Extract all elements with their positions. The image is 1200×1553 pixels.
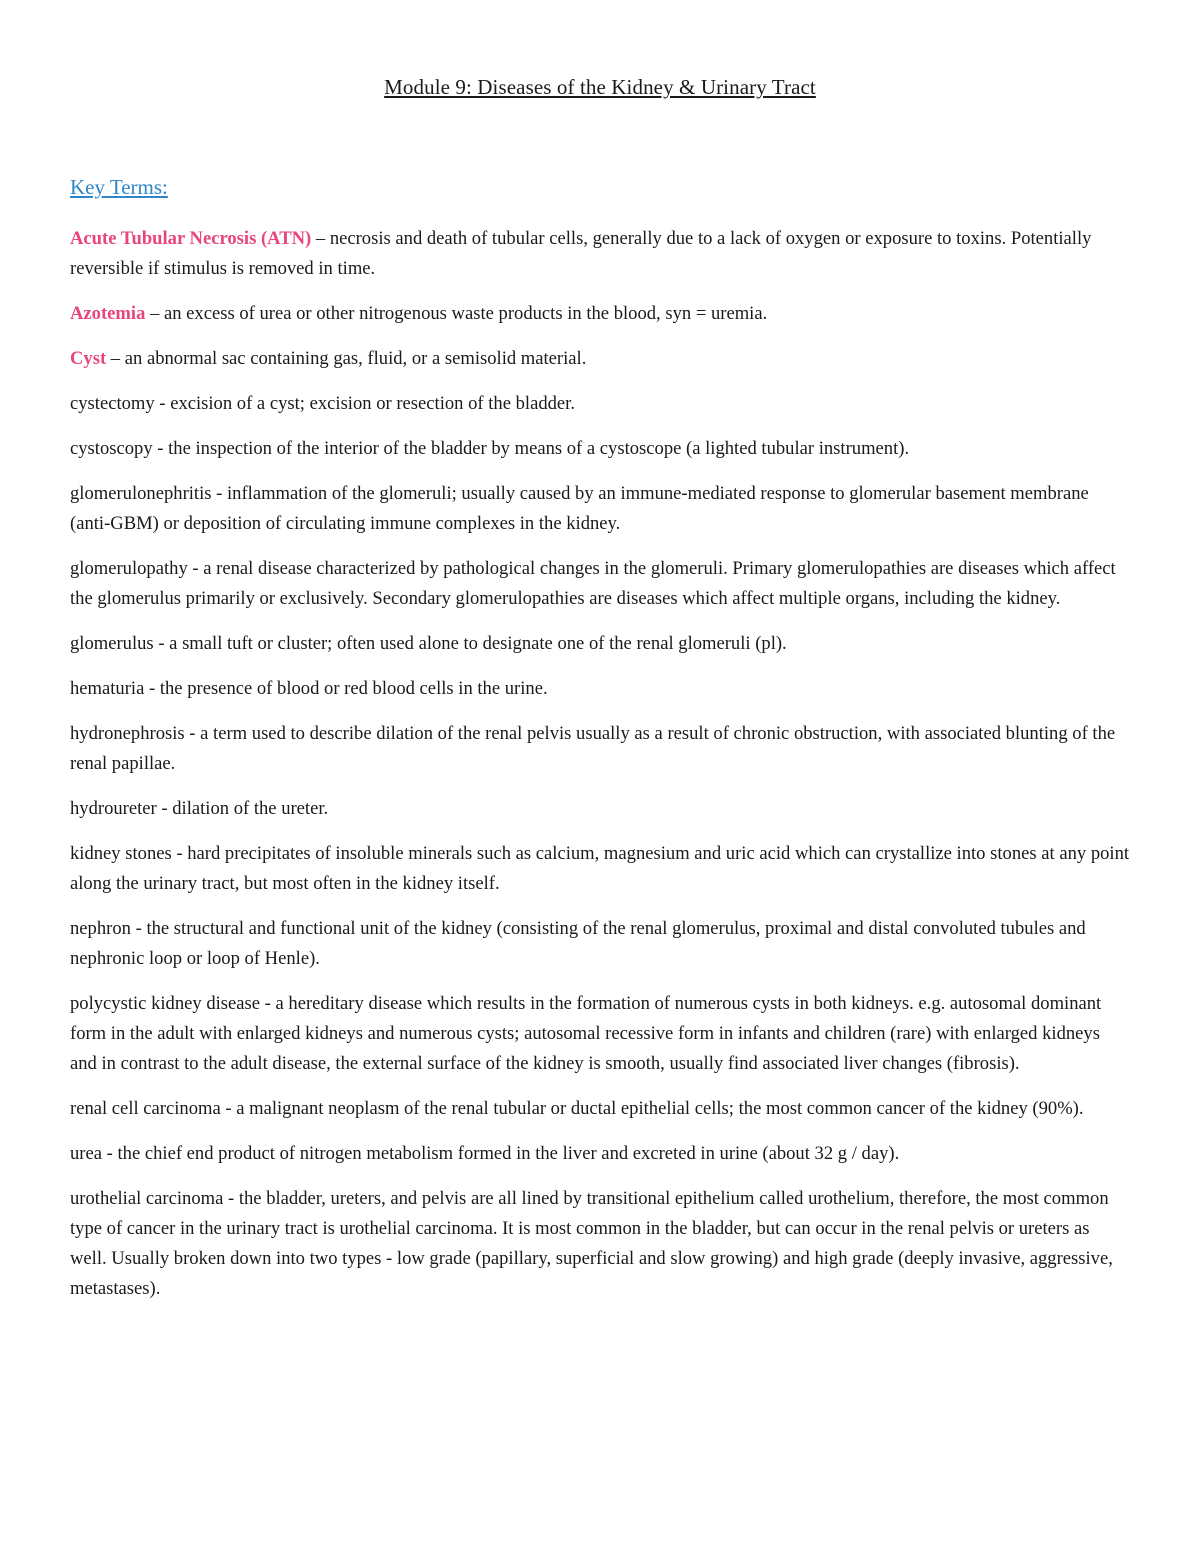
term-separator: - [211, 483, 227, 504]
term-separator: – [106, 348, 125, 369]
term-definition: a small tuft or cluster; often used alone to designate one of the renal glomeruli (pl). [169, 633, 787, 654]
term-name: hematuria [70, 678, 145, 699]
term-definition: the chief end product of nitrogen metabolism formed in the liver and excreted in urine (about 32 g / day). [117, 1143, 900, 1164]
term-definition: a term used to describe dilation of the renal pelvis usually as a result of chronic obstruction, with associated blunting of the renal papillae. [70, 723, 1116, 774]
term-name: cystoscopy [70, 438, 153, 459]
term-separator: – [145, 303, 164, 324]
term-separator: - [130, 918, 147, 939]
term-entry [70, 554, 1130, 614]
term-name: Cyst [70, 348, 107, 369]
term-separator: - [171, 843, 188, 864]
term-name: glomerulopathy [70, 558, 188, 579]
term-name: renal cell carcinoma [70, 1098, 221, 1119]
term-definition: excision of a cyst; excision or resection of the bladder. [170, 393, 575, 414]
term-entry [70, 1139, 1130, 1169]
term-separator: - [102, 1143, 118, 1164]
document-title: Module 9: Diseases of the Kidney & Urinary Tract [384, 75, 816, 99]
key-terms-list [70, 224, 1130, 1304]
term-definition: dilation of the ureter. [172, 798, 329, 819]
term-definition: necrosis and death of tubular cells, generally due to a lack of oxygen or exposure to toxins. Potentially reversible if stimulus is removed in time. [70, 228, 1092, 279]
term-entry [70, 839, 1130, 899]
term-separator: - [152, 438, 169, 459]
term-entry [70, 434, 1130, 464]
term-name: hydroureter [70, 798, 157, 819]
term-separator: - [187, 558, 204, 579]
term-separator: - [220, 1098, 237, 1119]
term-separator: – [311, 228, 330, 249]
term-definition: an excess of urea or other nitrogenous waste products in the blood, syn = uremia. [163, 303, 768, 324]
term-definition: an abnormal sac containing gas, fluid, or a semisolid material. [124, 348, 587, 369]
term-entry [70, 1094, 1130, 1124]
term-definition: the bladder, ureters, and pelvis are all lined by transitional epithelium called urothelium, therefore, the most common type of cancer in the urinary tract is urothelial carcinoma. It is most common in the bladder, but can occur in the renal pelvis or ureters as well. Usually broken down into two types - low grade (papillary, superficial and slow growing) and high grade (deeply invasive, aggressive, metastases). [70, 1188, 1113, 1299]
term-name: hydronephrosis [70, 723, 185, 744]
term-entry [70, 389, 1130, 419]
term-name: glomerulonephritis [70, 483, 212, 504]
document-page [70, 70, 1130, 1319]
term-entry [70, 344, 1130, 374]
term-definition: inflammation of the glomeruli; usually caused by an immune-mediated response to glomerular basement membrane (anti-GBM) or deposition of circulating immune complexes in the kidney. [70, 483, 1089, 534]
term-entry [70, 989, 1130, 1079]
section-heading-key-terms: Key Terms: [70, 175, 168, 199]
term-definition: hard precipitates of insoluble minerals such as calcium, magnesium and uric acid which can crystallize into stones at any point along the urinary tract, but most often in the kidney itself. [70, 843, 1130, 894]
term-entry [70, 1184, 1130, 1304]
term-name: Azotemia [70, 303, 146, 324]
term-definition: a hereditary disease which results in the formation of numerous cysts in both kidneys. e.g. autosomal dominant form in the adult with enlarged kidneys and numerous cysts; autosomal recessive form in infants and children (rare) with enlarged kidneys and in contrast to the adult disease, the external surface of the kidney is smooth, usually find associated liver changes (fibrosis). [70, 993, 1102, 1074]
term-separator: - [260, 993, 276, 1014]
term-separator: - [153, 633, 170, 654]
term-entry [70, 794, 1130, 824]
term-name: urea [70, 1143, 102, 1164]
term-name: kidney stones [70, 843, 172, 864]
term-definition: the presence of blood or red blood cells in the urine. [159, 678, 548, 699]
term-name: cystectomy [70, 393, 155, 414]
term-name: polycystic kidney disease [70, 993, 261, 1014]
term-entry [70, 674, 1130, 704]
term-name: nephron [70, 918, 131, 939]
term-definition: the inspection of the interior of the bladder by means of a cystoscope (a lighted tubular instrument). [168, 438, 910, 459]
term-definition: a renal disease characterized by pathological changes in the glomeruli. Primary glomerulopathies are diseases which affect the glomerulus primarily or exclusively. Secondary glomerulopathies are diseases which affect multiple organs, including the kidney. [70, 558, 1116, 609]
term-separator: - [184, 723, 201, 744]
term-entry [70, 299, 1130, 329]
term-entry [70, 719, 1130, 779]
term-separator: - [156, 798, 173, 819]
term-entry [70, 224, 1130, 284]
term-entry [70, 914, 1130, 974]
term-definition: the structural and functional unit of the kidney (consisting of the renal glomerulus, proximal and distal convoluted tubules and nephronic loop or loop of Henle). [70, 918, 1086, 969]
term-entry [70, 629, 1130, 659]
term-definition: a malignant neoplasm of the renal tubular or ductal epithelial cells; the most common cancer of the kidney (90%). [236, 1098, 1084, 1119]
term-name: urothelial carcinoma [70, 1188, 224, 1209]
term-name: Acute Tubular Necrosis (ATN) [70, 228, 312, 249]
term-entry [70, 479, 1130, 539]
term-separator: - [154, 393, 171, 414]
term-separator: - [223, 1188, 239, 1209]
term-name: glomerulus [70, 633, 154, 654]
term-separator: - [144, 678, 160, 699]
